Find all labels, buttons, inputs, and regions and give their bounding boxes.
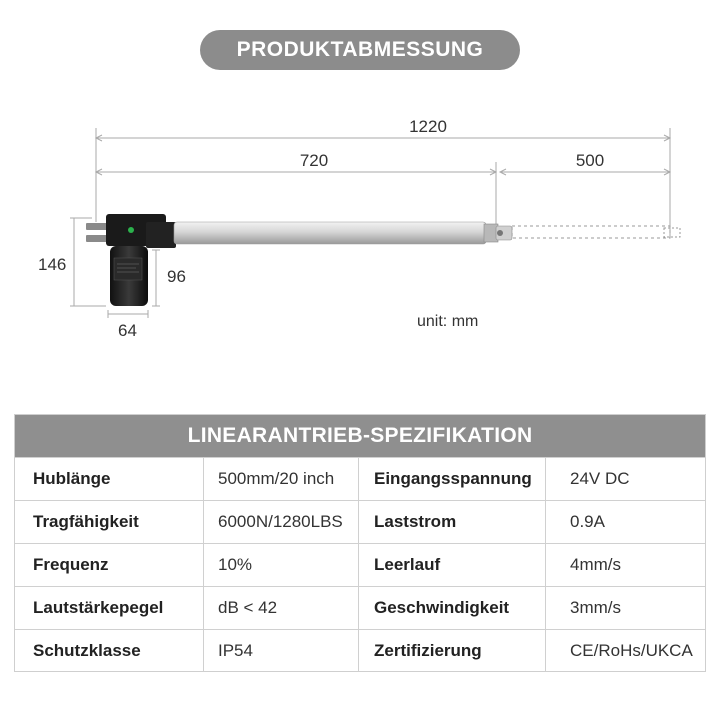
spec-value: IP54 [204,629,359,672]
spec-value: 6000N/1280LBS [204,500,359,543]
dimension-64 [108,310,148,340]
dimension-1220 [96,117,670,238]
spec-label: Eingangsspannung [359,457,546,500]
spec-value: 500mm/20 inch [204,457,359,500]
spec-label: Hublänge [15,457,204,500]
dim-label-motor-height: 96 [167,267,186,286]
spec-value: 10% [204,543,359,586]
extended-rod-outline [512,226,680,238]
spec-label: Lautstärkepegel [15,586,204,629]
spec-table [14,414,706,672]
dimension-500 [500,151,670,175]
unit-label: unit: mm [417,313,479,330]
section-title: PRODUKTABMESSUNG [236,38,484,61]
spec-value: 4mm/s [546,543,705,586]
dim-label-motor-width: 64 [118,321,137,340]
dim-label-total: 1220 [409,117,447,136]
linear-actuator-illustration [86,214,512,306]
spec-label: Laststrom [359,500,546,543]
spec-value: CE/RoHs/UKCA [546,629,705,672]
spec-label: Schutzklasse [15,629,204,672]
dimension-146 [38,218,106,306]
spec-label: Geschwindigkeit [359,586,546,629]
spec-value: 0.9A [546,500,705,543]
dimension-96 [152,250,186,306]
spec-table-title: LINEARANTRIEB-SPEZIFIKATION [15,415,705,457]
spec-label: Tragfähigkeit [15,500,204,543]
spec-value: dB < 42 [204,586,359,629]
dim-label-height: 146 [38,255,67,274]
spec-value: 24V DC [546,457,705,500]
spec-value: 3mm/s [546,586,705,629]
spec-label: Leerlauf [359,543,546,586]
spec-table-grid [15,457,705,672]
dim-label-retracted: 720 [299,151,329,170]
spec-label: Zertifizierung [359,629,546,672]
dim-label-stroke: 500 [575,151,605,170]
spec-label: Frequenz [15,543,204,586]
